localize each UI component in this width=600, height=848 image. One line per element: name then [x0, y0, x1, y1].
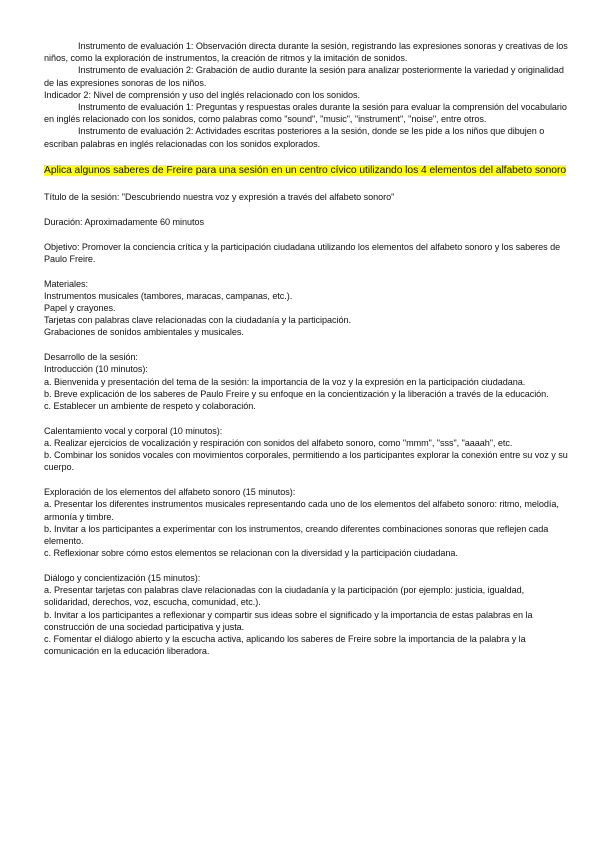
- section-line: b. Invitar a los participantes a reflexionar y compartir sus ideas sobre el significado y la importancia de estas palabras en la construcción de una sociedad participativa y justa.: [44, 609, 533, 632]
- eval-instrument-1: Instrumento de evaluación 1: Observación directa durante la sesión, registrando las expresiones sonoras y creativas de los niños, como la exploración de instrumentos, la creación de ritmos y la imitación de sonidos.: [44, 41, 568, 64]
- section-line: b. Combinar los sonidos vocales con movimientos corporales, permitiendo a los participantes explorar la conexión entre su voz y su cuerpo.: [44, 450, 568, 473]
- session-title: Título de la sesión: "Descubriendo nuestra voz y expresión a través del alfabeto sonoro": [44, 192, 395, 203]
- material-item: Tarjetas con palabras clave relacionadas con la ciudadanía y la participación.: [44, 315, 351, 326]
- session-duration: Duración: Aproximadamente 60 minutos: [44, 216, 204, 227]
- session-objective: Objetivo: Promover la conciencia crítica y la participación ciudadana utilizando los elementos del alfabeto sonoro y los saberes de Paulo Freire.: [44, 241, 561, 264]
- section-heading: Diálogo y concientización (15 minutos):: [44, 573, 201, 584]
- section-line: a. Bienvenida y presentación del tema de la sesión: la importancia de la voz y la expresión en la participación ciudadana.: [44, 376, 526, 387]
- document-page: [44, 40, 568, 657]
- material-item: Papel y crayones.: [44, 303, 116, 314]
- section-line: c. Fomentar el diálogo abierto y la escucha activa, aplicando los saberes de Freire sobre la importancia de la palabra y la comunicación en la educación liberadora.: [44, 634, 526, 657]
- section-line: b. Invitar a los participantes a experimentar con los instrumentos, creando diferentes combinaciones sonoras que reflejen cada elemento.: [44, 523, 549, 547]
- section-line: a. Presentar tarjetas con palabras clave relacionadas con la ciudadanía y la participación (por ejemplo: justicia, igualdad, solidaridad, derechos, voz, escucha, comunidad, etc.).: [44, 585, 525, 608]
- development-heading: Desarrollo de la sesión:: [44, 352, 138, 363]
- materials-heading: Materiales:: [44, 278, 88, 289]
- section-heading: Introducción (10 minutos):: [44, 364, 148, 375]
- indicator-2: Indicador 2: Nivel de comprensión y uso del inglés relacionado con los sonidos.: [44, 89, 361, 100]
- eval2-instrument-1: Instrumento de evaluación 1: Preguntas y respuestas orales durante la sesión para evaluar la comprensión del vocabulario en inglés relacionado con los sonidos, como palabras como "sound", "music", "instrument", "noise", entre otros.: [44, 102, 567, 125]
- material-item: Instrumentos musicales (tambores, maracas, campanas, etc.).: [44, 290, 293, 301]
- highlighted-prompt-text: Aplica algunos saberes de Freire para una sesión en un centro cívico utilizando los 4 elementos del alfabeto sonoro: [44, 164, 567, 176]
- section-line: c. Reflexionar sobre cómo estos elementos se relacionan con la diversidad y la participación ciudadana.: [44, 548, 458, 559]
- section-heading: Exploración de los elementos del alfabeto sonoro (15 minutos):: [44, 487, 296, 498]
- highlighted-prompt: [44, 164, 568, 179]
- section-heading: Calentamiento vocal y corporal (10 minutos):: [44, 425, 223, 436]
- section-line: c. Establecer un ambiente de respeto y colaboración.: [44, 401, 256, 412]
- eval2-instrument-2: Instrumento de evaluación 2: Actividades escritas posteriores a la sesión, donde se les pide a los niños que dibujen o escriban palabras en inglés relacionadas con los sonidos explorados.: [44, 126, 545, 149]
- section-line: b. Breve explicación de los saberes de Paulo Freire y su enfoque en la concientización y la liberación a través de la educación.: [44, 388, 549, 399]
- section-line: a. Realizar ejercicios de vocalización y respiración con sonidos del alfabeto sonoro, como "mmm", "sss", "aaaah", etc.: [44, 438, 513, 449]
- eval-instrument-2: Instrumento de evaluación 2: Grabación de audio durante la sesión para analizar posteriormente la variedad y originalidad de las expresiones sonoras de los niños.: [44, 65, 564, 88]
- material-item: Grabaciones de sonidos ambientales y musicales.: [44, 327, 244, 338]
- section-line: a. Presentar los diferentes instrumentos musicales representando cada uno de los elementos del alfabeto sonoro: ritmo, melodía, armonía y timbre.: [44, 499, 559, 522]
